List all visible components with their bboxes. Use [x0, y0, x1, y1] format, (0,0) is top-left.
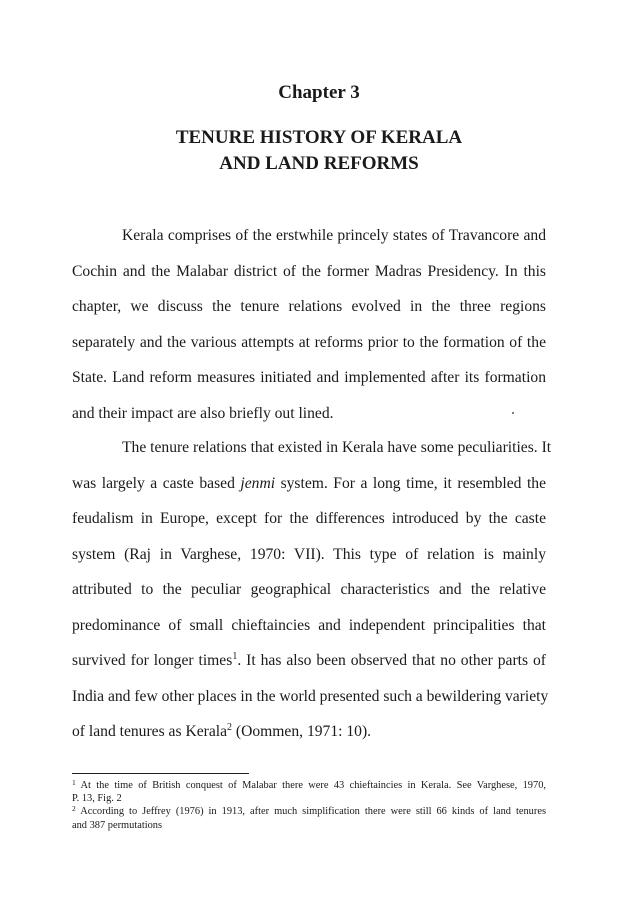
footnote-marker-2: 2 — [72, 804, 76, 814]
footnote-1-line-1 — [72, 779, 546, 792]
footnotes — [72, 779, 546, 832]
paragraph-line: system (Raj in Varghese, 1970: VII). This type of relation is mainly — [72, 545, 546, 563]
scan-speck — [512, 412, 514, 414]
text-run: survived for longer times — [72, 652, 233, 669]
chapter-title-line-2: AND LAND REFORMS — [219, 153, 419, 174]
paragraph-2 — [72, 430, 552, 750]
footnote-text: According to Jeffrey (1976) in 1913, after much simplification there were still 66 kinds of land tenures — [75, 806, 546, 818]
paragraph-line: The tenure relations that existed in Kerala have some peculiarities. It — [122, 439, 552, 456]
footnote-text: At the time of British conquest of Malabar there were 43 chieftaincies in Kerala. See Varghese, 1970, — [75, 780, 546, 791]
paragraph-line — [72, 643, 546, 679]
paragraph-line: Kerala comprises of the erstwhile princely states of Travancore and — [122, 227, 546, 244]
chapter-label: Chapter 3 — [278, 82, 360, 103]
paragraph-line: feudalism in Europe, except for the differences introduced by the caste — [72, 510, 546, 527]
text-run: system. For a long time, it resembled the — [280, 474, 547, 492]
italic-term: jenmi — [240, 474, 276, 492]
chapter-title-line-1: TENURE HISTORY OF KERALA — [175, 127, 463, 148]
footnote-divider — [72, 773, 249, 774]
text-run: of land tenures as Kerala — [72, 723, 228, 740]
footnote-ref-1[interactable]: 1 — [232, 651, 238, 662]
footnote-marker-1: 1 — [72, 778, 76, 787]
paragraph-line: separately and the various attempts at reforms prior to the formation of the — [72, 333, 546, 351]
text-run: (Oommen, 1971: 10). — [232, 723, 372, 740]
footnote-2-line-2: and 387 permutations — [72, 819, 163, 831]
text-run: was largely a caste based — [72, 474, 235, 492]
chapter-title — [0, 125, 638, 177]
footnote-1-line-2: P. 13, Fig. 2 — [72, 793, 122, 805]
paragraph-line — [72, 714, 546, 750]
paragraph-line: India and few other places in the world presented such a bewildering variety — [72, 687, 549, 705]
footnote-ref-2[interactable]: 2 — [227, 722, 233, 733]
paragraph-1 — [72, 218, 546, 431]
paragraph-line: Cochin and the Malabar district of the former Madras Presidency. In this — [72, 262, 546, 280]
footnote-2-line-1 — [72, 805, 546, 818]
paragraph-line: predominance of small chieftaincies and independent principalities that — [72, 616, 546, 634]
paragraph-line: and their impact are also briefly out lined. — [72, 404, 334, 422]
paragraph-line: State. Land reform measures initiated and implemented after its formation — [72, 369, 546, 386]
paragraph-line: chapter, we discuss the tenure relations evolved in the three regions — [72, 298, 546, 315]
paragraph-line — [72, 466, 546, 502]
paragraph-line: attributed to the peculiar geographical characteristics and the relative — [72, 581, 546, 598]
text-run: . It has also been observed that no other parts of — [237, 652, 546, 669]
